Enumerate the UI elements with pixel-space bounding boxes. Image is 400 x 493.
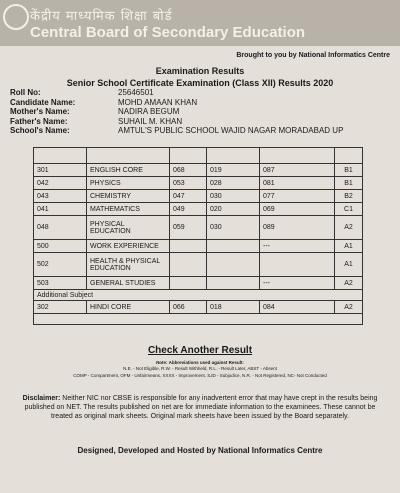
subject-name: PHYSICS — [87, 177, 170, 190]
info-value: SUHAIL M. KHAN — [118, 116, 183, 126]
theory-marks: 066 — [170, 301, 207, 314]
additional-subject-label: Additional Subject — [34, 290, 363, 301]
total-marks: 089 — [260, 216, 335, 240]
info-row-mother — [10, 107, 343, 117]
cbse-emblem-icon — [3, 4, 29, 30]
info-row-school — [10, 126, 343, 136]
table-row — [34, 277, 363, 290]
table-row — [34, 203, 363, 216]
table-row — [34, 164, 363, 177]
header-cell — [170, 148, 207, 164]
subject-code: 042 — [34, 177, 87, 190]
additional-subject-row — [34, 290, 363, 301]
subject-name: HINDI CORE — [87, 301, 170, 314]
practical-marks — [207, 277, 260, 290]
theory-marks — [170, 277, 207, 290]
empty-cell — [34, 314, 363, 325]
subject-name: ENGLISH CORE — [87, 164, 170, 177]
table-row — [34, 190, 363, 203]
subject-code: 500 — [34, 240, 87, 253]
table-row — [34, 216, 363, 240]
subject-code: 048 — [34, 216, 87, 240]
grade: A1 — [335, 240, 363, 253]
disclaimer-label: Disclaimer: — [22, 395, 61, 402]
total-marks: --- — [260, 277, 335, 290]
info-label: Candidate Name: — [10, 97, 76, 107]
header-cell — [335, 148, 363, 164]
table-row — [34, 301, 363, 314]
theory-marks — [170, 240, 207, 253]
grade: A1 — [335, 253, 363, 277]
header-cell — [260, 148, 335, 164]
subject-name: WORK EXPERIENCE — [87, 240, 170, 253]
total-marks: --- — [260, 240, 335, 253]
abbreviations-line-2: COMP - Compartment, OFM - Unfairmeans, XXXX - Improvement, SJD - Subjudice, N.R. - Not Registered, NC- Not Conducted — [73, 373, 327, 378]
grade: B1 — [335, 177, 363, 190]
total-marks: 077 — [260, 190, 335, 203]
disclaimer-text: Neither NIC nor CBSE is responsible for any inadvertent error that may have crept in the results being published on NET. The results published on net are for immediate information to the examinees. These cannot be treated as original mark sheets. Original mark sheets have been issued by the Board separately. — [24, 395, 378, 420]
info-row-roll — [10, 88, 343, 98]
subject-name: GENERAL STUDIES — [87, 277, 170, 290]
disclaimer — [16, 394, 384, 421]
subject-code: 503 — [34, 277, 87, 290]
check-another-result-link[interactable]: Check Another Result — [147, 345, 253, 356]
subject-name: MATHEMATICS — [87, 203, 170, 216]
brought-by-note: Brought to you by National Informatics Centre — [236, 52, 390, 59]
abbreviations-line-1: N.E. - Not Eligible, R.W. - Result Withheld, R.L. - Result Later, ABST - Absent — [123, 366, 277, 371]
info-value: AMTUL'S PUBLIC SCHOOL WAJID NAGAR MORADABAD UP — [118, 126, 344, 136]
total-marks — [260, 253, 335, 277]
theory-marks — [170, 253, 207, 277]
grade: A2 — [335, 301, 363, 314]
header-cell — [207, 148, 260, 164]
cbse-header-banner — [0, 0, 400, 46]
practical-marks — [207, 253, 260, 277]
total-marks: 069 — [260, 203, 335, 216]
header-cell — [87, 148, 170, 164]
board-title-hindi: केंद्रीय माध्यमिक शिक्षा बोर्ड — [30, 9, 173, 24]
table-header-row — [34, 148, 363, 164]
subject-code: 041 — [34, 203, 87, 216]
practical-marks: 020 — [207, 203, 260, 216]
grade: C1 — [335, 203, 363, 216]
practical-marks: 018 — [207, 301, 260, 314]
subject-code: 301 — [34, 164, 87, 177]
total-marks: 084 — [260, 301, 335, 314]
table-row — [34, 177, 363, 190]
board-title-english: Central Board of Secondary Education — [30, 24, 306, 41]
info-row-name — [10, 98, 343, 108]
theory-marks: 049 — [170, 203, 207, 216]
total-marks: 087 — [260, 164, 335, 177]
exam-subheading: Senior School Certificate Examination (Class XII) Results 2020 — [66, 78, 334, 88]
header-cell — [34, 148, 87, 164]
grade: B1 — [335, 164, 363, 177]
info-value: NADIRA BEGUM — [118, 107, 180, 117]
total-marks: 081 — [260, 177, 335, 190]
grade: A2 — [335, 216, 363, 240]
footer-credit: Designed, Developed and Hosted by National Informatics Centre — [77, 446, 323, 455]
table-row — [34, 253, 363, 277]
grade: B2 — [335, 190, 363, 203]
subject-code: 502 — [34, 253, 87, 277]
table-row — [34, 240, 363, 253]
practical-marks — [207, 240, 260, 253]
info-value: MOHD AMAAN KHAN — [118, 97, 198, 107]
info-value: 25646501 — [118, 88, 154, 97]
abbreviations-title: Note: Abbreviations used against Result: — [156, 360, 244, 365]
theory-marks: 053 — [170, 177, 207, 190]
page-heading: Examination Results — [155, 66, 245, 76]
candidate-info — [10, 88, 343, 136]
info-label: Father's Name: — [10, 116, 68, 126]
subject-name: CHEMISTRY — [87, 190, 170, 203]
table-row — [34, 314, 363, 325]
practical-marks: 030 — [207, 216, 260, 240]
subject-name: HEALTH & PHYSICAL EDUCATION — [87, 253, 170, 277]
info-row-father — [10, 117, 343, 127]
info-label: Mother's Name: — [10, 107, 70, 117]
practical-marks: 028 — [207, 177, 260, 190]
info-label: School's Name: — [10, 126, 70, 136]
info-label: Roll No: — [10, 88, 41, 97]
marks-table — [33, 147, 363, 325]
theory-marks: 068 — [170, 164, 207, 177]
theory-marks: 047 — [170, 190, 207, 203]
subject-code: 043 — [34, 190, 87, 203]
practical-marks: 019 — [207, 164, 260, 177]
practical-marks: 030 — [207, 190, 260, 203]
grade: A2 — [335, 277, 363, 290]
theory-marks: 059 — [170, 216, 207, 240]
subject-code: 302 — [34, 301, 87, 314]
subject-name: PHYSICAL EDUCATION — [87, 216, 170, 240]
